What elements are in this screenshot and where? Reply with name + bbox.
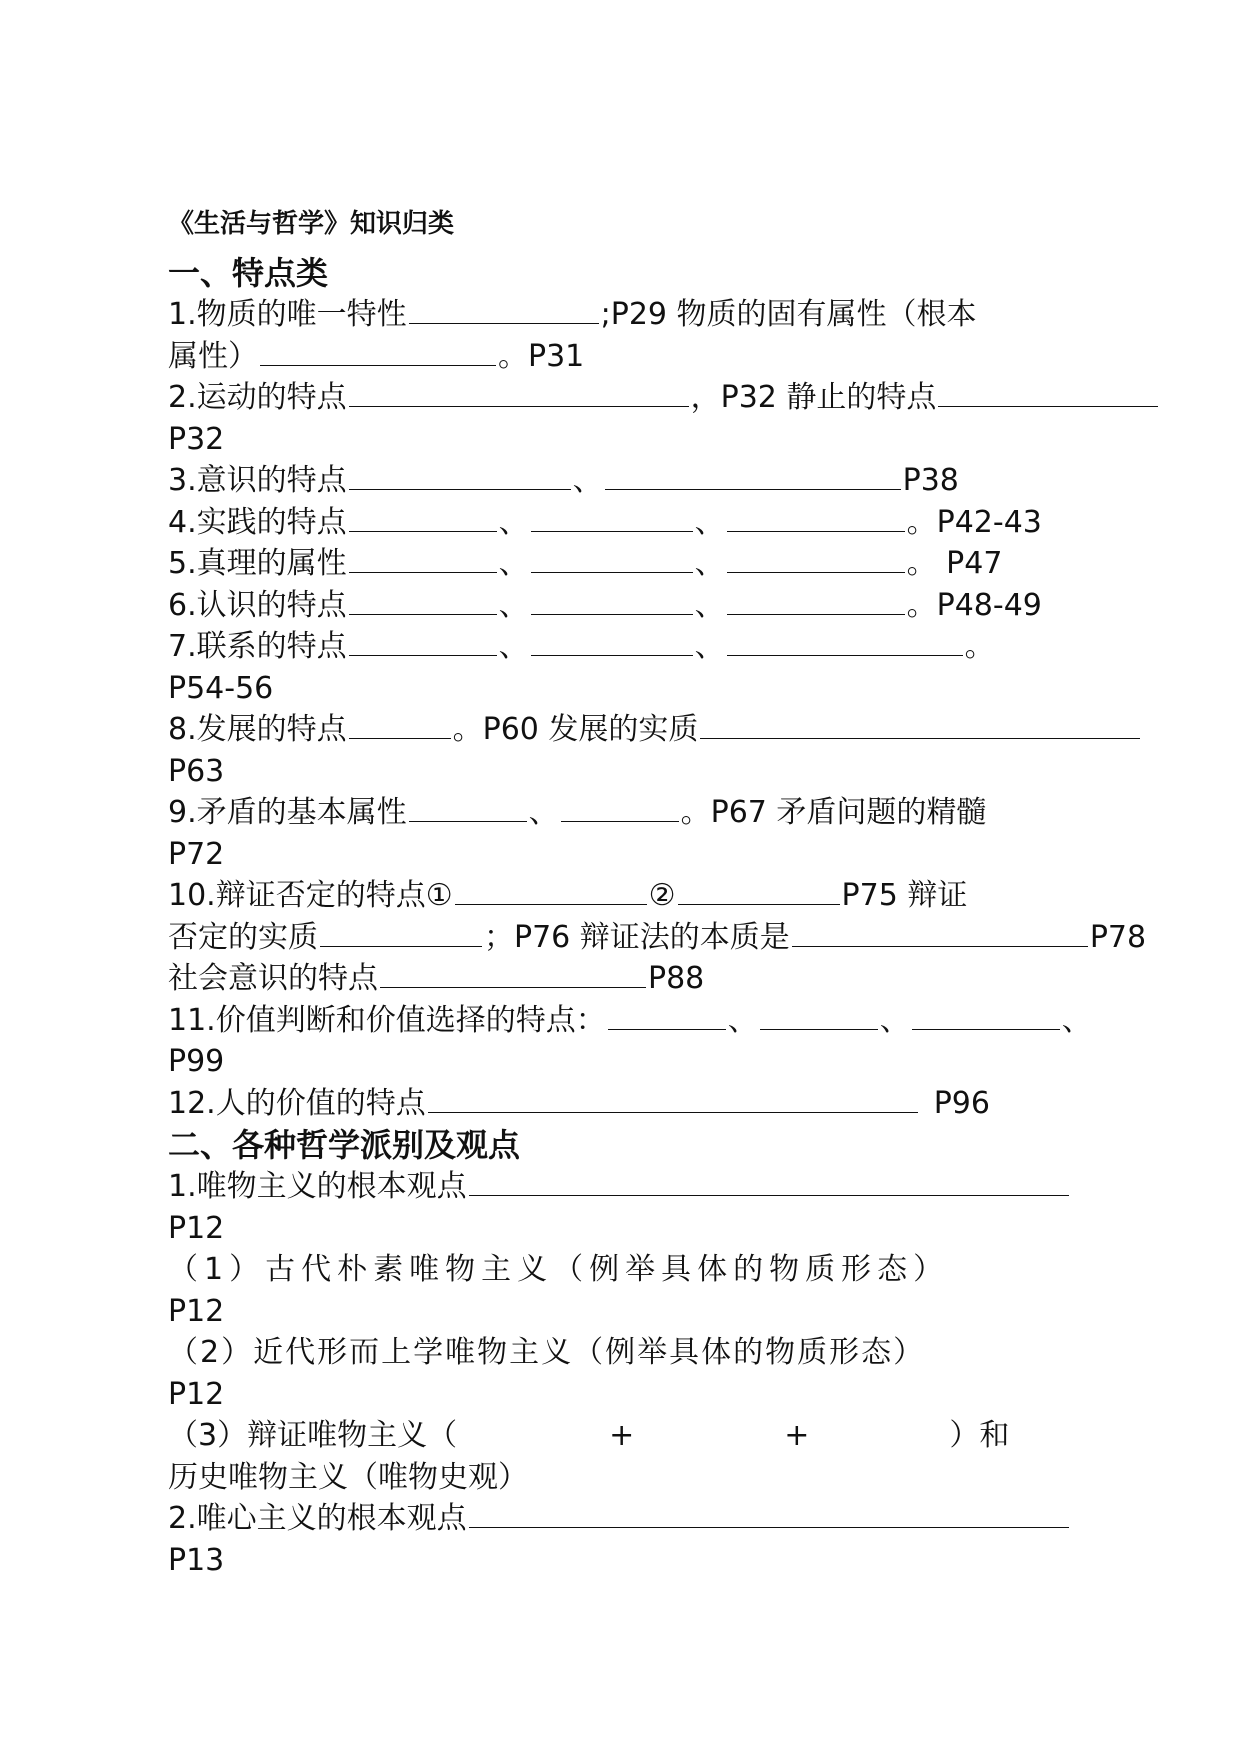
blank-field[interactable] — [349, 463, 571, 490]
plus-sign: + — [609, 1418, 635, 1453]
separator: 、 — [727, 1002, 758, 1038]
line-m1a — [168, 1166, 1241, 1208]
line-text: 2.唯心主义的根本观点 — [168, 1501, 467, 1536]
separator: 、 — [498, 629, 529, 664]
page-ref: P88 — [648, 961, 705, 996]
blank-field[interactable] — [320, 920, 482, 947]
blank-field[interactable] — [380, 961, 646, 988]
blank-field[interactable] — [349, 505, 497, 532]
blank-field[interactable] — [727, 588, 905, 615]
blank-field[interactable] — [727, 629, 963, 656]
line-10a — [168, 875, 1241, 917]
blank-field[interactable] — [561, 795, 679, 822]
line-text: （2）近代形而上学唯物主义（例举具体的物质形态） — [168, 1335, 926, 1370]
blank-field[interactable] — [531, 546, 693, 573]
separator: 、 — [694, 587, 725, 623]
line-2a — [168, 377, 1241, 419]
blank-field[interactable] — [531, 588, 693, 615]
page-ref: P13 — [168, 1542, 225, 1578]
page-ref: 。P42-43 — [906, 504, 1042, 540]
line-text: 1.唯物主义的根本观点 — [168, 1169, 467, 1204]
line-5 — [168, 543, 1241, 585]
line-text: （1）古代朴素唯物主义（例举具体的物质形态） — [168, 1252, 950, 1287]
blank-field[interactable] — [349, 629, 497, 656]
section-heading-characteristics: 一、特点类 — [168, 254, 329, 292]
blank-field[interactable] — [455, 878, 647, 905]
blank-field[interactable] — [349, 546, 497, 573]
blank-field[interactable] — [912, 1003, 1060, 1030]
blank-field[interactable] — [792, 920, 1088, 947]
line-10c — [168, 958, 1241, 1000]
line-9b — [168, 834, 1241, 876]
line-text: ）和 — [949, 1418, 1010, 1453]
blank-field[interactable] — [428, 1086, 918, 1113]
line-text: 属性） — [168, 338, 258, 374]
line-text: 5.真理的属性 — [168, 546, 347, 581]
line-text: 4.实践的特点 — [168, 504, 347, 540]
blank-field[interactable] — [469, 1501, 1069, 1528]
line-text: 社会意识的特点 — [168, 961, 378, 996]
line-text: 7.联系的特点 — [168, 629, 347, 664]
line-7a — [168, 626, 1241, 668]
line-text: 。P31 — [498, 338, 585, 374]
line-m4a — [168, 1415, 1241, 1457]
line-6 — [168, 585, 1241, 627]
page-ref: P38 — [902, 463, 959, 498]
page-ref: 。 P47 — [906, 546, 1003, 581]
blank-field[interactable] — [727, 546, 905, 573]
line-text: 否定的实质 — [168, 919, 318, 955]
blank-field[interactable] — [760, 1003, 878, 1030]
separator: 、 — [572, 463, 603, 498]
blank-field[interactable] — [349, 380, 689, 407]
line-12 — [168, 1083, 1241, 1125]
blank-field[interactable] — [608, 1003, 726, 1030]
separator: 、 — [694, 546, 725, 581]
document-page — [168, 200, 1241, 1581]
line-text: P75 辩证 — [841, 878, 968, 913]
page-ref: P12 — [168, 1293, 225, 1329]
blank-field[interactable] — [678, 878, 840, 905]
line-text: ;P29 物质的固有属性（根本 — [600, 297, 977, 332]
blank-field[interactable] — [349, 588, 497, 615]
page-ref: P54-56 — [168, 670, 274, 706]
blank-field[interactable] — [531, 629, 693, 656]
line-10b — [168, 917, 1241, 959]
line-1a — [168, 294, 1241, 336]
line-text: 。P67 矛盾问题的精髓 — [680, 795, 987, 830]
blank-field[interactable] — [700, 712, 1140, 739]
separator: 、 — [528, 795, 559, 830]
line-3 — [168, 460, 1241, 502]
page-ref: P63 — [168, 753, 225, 789]
page-ref: P12 — [168, 1210, 225, 1246]
blank-field[interactable] — [605, 463, 901, 490]
separator: 、 — [694, 504, 725, 540]
separator: 、 — [498, 587, 529, 623]
line-text: ；P76 辩证法的本质是 — [484, 919, 790, 955]
line-m5b — [168, 1540, 1241, 1582]
blank-field[interactable] — [409, 795, 527, 822]
separator: 、 — [694, 629, 725, 664]
blank-field[interactable] — [531, 505, 693, 532]
page-ref: 。P48-49 — [906, 587, 1042, 623]
separator: 、 — [1061, 1002, 1092, 1038]
page-ref: P12 — [168, 1376, 225, 1412]
line-text: 2.运动的特点 — [168, 380, 347, 415]
line-text: ，P32 静止的特点 — [690, 380, 937, 415]
separator: 、 — [498, 546, 529, 581]
page-ref: P78 — [1089, 919, 1147, 955]
page-ref: P99 — [168, 1044, 225, 1079]
line-text: 8.发展的特点 — [168, 712, 347, 747]
line-text: 1.物质的唯一特性 — [168, 297, 407, 332]
line-4 — [168, 502, 1241, 544]
blank-field[interactable] — [727, 505, 905, 532]
page-ref: P72 — [168, 836, 225, 872]
section-heading-schools: 二、各种哲学派别及观点 — [168, 1126, 521, 1164]
blank-field[interactable] — [260, 339, 496, 366]
line-m1b — [168, 1208, 1241, 1250]
line-text: （3）辩证唯物主义（ — [168, 1418, 458, 1453]
line-text: 3.意识的特点 — [168, 463, 347, 498]
line-1b — [168, 336, 1241, 378]
line-9a — [168, 792, 1241, 834]
line-text: 11.价值判断和价值选择的特点： — [168, 1002, 606, 1038]
line-8b — [168, 751, 1241, 793]
line-text: 6.认识的特点 — [168, 587, 347, 623]
line-11b — [168, 1041, 1241, 1083]
line-2b — [168, 419, 1241, 461]
blank-field[interactable] — [409, 297, 599, 324]
line-text: ② — [648, 878, 676, 913]
page-ref: P32 — [168, 421, 225, 457]
page-ref: P96 — [933, 1085, 990, 1121]
blank-field[interactable] — [469, 1169, 1069, 1196]
line-text: 12.人的价值的特点 — [168, 1085, 426, 1121]
separator: 。 — [964, 629, 995, 664]
blank-field[interactable] — [938, 380, 1158, 407]
line-m5a — [168, 1498, 1241, 1540]
line-text: 10.辩证否定的特点① — [168, 878, 453, 913]
line-11a — [168, 1000, 1241, 1042]
line-m3b — [168, 1374, 1241, 1416]
document-title: 《生活与哲学》知识归类 — [168, 209, 455, 239]
line-text: 。P60 发展的实质 — [452, 712, 699, 747]
separator: 、 — [879, 1002, 910, 1038]
line-m3a — [168, 1332, 1241, 1374]
line-text: 历史唯物主义（唯物史观） — [168, 1459, 528, 1495]
blank-field[interactable] — [349, 712, 451, 739]
line-m2b — [168, 1291, 1241, 1333]
line-7b — [168, 668, 1241, 710]
line-text: 9.矛盾的基本属性 — [168, 795, 407, 830]
plus-sign: + — [784, 1418, 810, 1453]
line-8a — [168, 709, 1241, 751]
separator: 、 — [498, 504, 529, 540]
line-m4b — [168, 1457, 1241, 1499]
line-m2a — [168, 1249, 1241, 1291]
